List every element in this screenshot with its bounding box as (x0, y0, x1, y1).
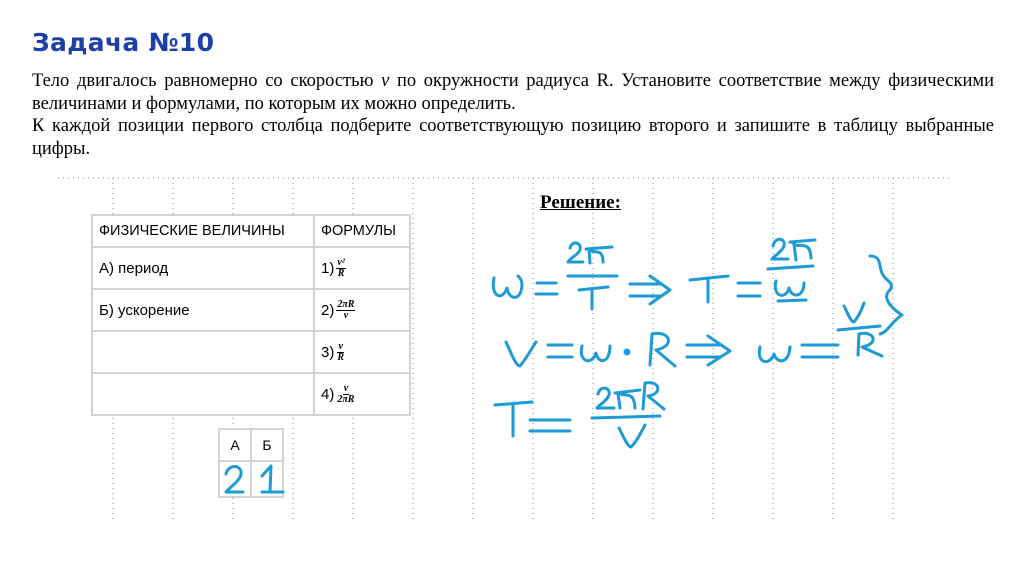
page-title: Задача №10 (32, 28, 215, 57)
formula-1: 1) $\frac{\text{v²}}{R}$ (314, 247, 410, 289)
formula-3: 3) $\frac{v}{R}$ (314, 331, 410, 373)
handwritten-velocity-equation (506, 303, 882, 366)
answer-header-b: Б (251, 429, 283, 461)
header-formulas: ФОРМУЛЫ (314, 215, 410, 247)
answer-header-a: А (219, 429, 251, 461)
solution-label: Решение: (540, 192, 621, 213)
handwritten-answer-1 (262, 466, 283, 492)
handwritten-period-equation (495, 383, 664, 447)
velocity-symbol: v (381, 71, 390, 91)
handwritten-answer-2 (226, 467, 243, 493)
formula-2: 2) $\frac{2\pi R}{v}$ (314, 289, 410, 331)
problem-paragraph-2: К каждой позиции первого столбца подберите соответствующую позицию второго и запишите в таблицу выбранные цифры. (32, 116, 994, 159)
problem-paragraph-1: Тело двигалось равномерно со скоростью v по окружности радиуса R. Установите соответствие между физическими величинами и формулами, по которым их можно определить. (32, 71, 994, 114)
formula-4: 4) $\frac{v}{2\pi R}$ (314, 373, 410, 415)
handwritten-omega-equation (493, 239, 815, 309)
quantity-acceleration: Б) ускорение (92, 289, 314, 331)
header-quantities: ФИЗИЧЕСКИЕ ВЕЛИЧИНЫ (92, 215, 314, 247)
quantity-period: А) период (92, 247, 314, 289)
handwritten-brace (870, 256, 902, 334)
